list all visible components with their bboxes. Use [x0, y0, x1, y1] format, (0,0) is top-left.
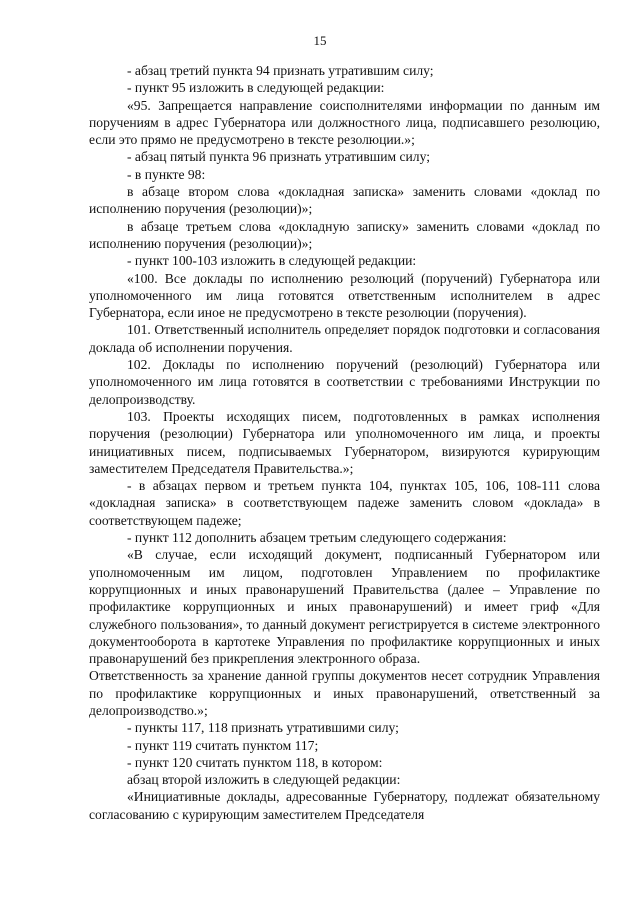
paragraph: 101. Ответственный исполнитель определяет порядок подготовки и согласования доклада об исполнении поручения.	[89, 322, 600, 355]
paragraph: Ответственность за хранение данной группы документов несет сотрудник Управления по профилактике коррупционных и иных правонарушений, ответственный за делопроизводство.»;	[89, 668, 600, 718]
paragraph: «Инициативные доклады, адресованные Губернатору, подлежат обязательному согласованию с курирующим заместителем Председателя	[89, 789, 600, 822]
paragraph: - пункт 100-103 изложить в следующей редакции:	[127, 253, 417, 269]
paragraph: - пункт 119 считать пунктом 117;	[127, 737, 319, 753]
paragraph: - пункт 95 изложить в следующей редакции:	[127, 80, 385, 96]
paragraph: «В случае, если исходящий документ, подписанный Губернатором или уполномоченным им лицом, подготовлен Управлением по профилактике коррупционных и иных правонарушений Правительства (далее – Управление по профилактике коррупционных и иных правонарушений) и имеет гриф «Для служебного пользования», то данный документ регистрируется в системе электронного документооборота в картотеке Управления по профилактике коррупционных и иных правонарушений без прикрепления электронного образа.	[89, 547, 600, 667]
paragraph: - пункты 117, 118 признать утратившими силу;	[127, 720, 399, 736]
paragraph: 103. Проекты исходящих писем, подготовленных в рамках исполнения поручения (резолюции) Губернатора или уполномоченного им лица, и проекты инициативных писем, подписываемых Губернатором, визируются курирующим заместителем Председателя Правительства.»;	[89, 408, 600, 476]
paragraph: в абзаце третьем слова «докладную записку» заменить словами «доклад по исполнению поручения (резолюции)»;	[89, 218, 600, 251]
paragraph: - в пункте 98:	[127, 166, 206, 182]
paragraph: «100. Все доклады по исполнению резолюций (поручений) Губернатора или уполномоченного им лица готовятся ответственным исполнителем в адрес Губернатора, если иное не предусмотрено в тексте резолюции (поручения).	[89, 270, 600, 321]
paragraph: - в абзацах первом и третьем пункта 104, пунктах 105, 106, 108-111 слова «докладная записка» в соответствующем падеже заменить словом «доклада» в соответствующем падеже;	[89, 478, 600, 528]
paragraph: - пункт 112 дополнить абзацем третьим следующего содержания:	[127, 530, 507, 546]
paragraph: абзац второй изложить в следующей редакции:	[127, 772, 401, 788]
paragraph: - абзац третий пункта 94 признать утратившим силу;	[127, 63, 434, 78]
page-number: 15	[313, 33, 327, 48]
paragraph: - пункт 120 считать пунктом 118, в котором:	[127, 754, 383, 770]
paragraph: «95. Запрещается направление соисполнителями информации по данным им поручениям в адрес Губернатора или должностного лица, подписавшего резолюцию, если это прямо не предусмотрено в тексте резолюции.»;	[89, 97, 600, 148]
document-body	[89, 62, 600, 823]
paragraph: в абзаце втором слова «докладная записка» заменить словами «доклад по исполнению поручения (резолюции)»;	[89, 184, 600, 217]
paragraph: - абзац пятый пункта 96 признать утратившим силу;	[127, 149, 430, 165]
paragraph: 102. Доклады по исполнению поручений (резолюций) Губернатора или уполномоченного им лица готовятся в соответствии с требованиями Инструкции по делопроизводству.	[89, 357, 600, 407]
